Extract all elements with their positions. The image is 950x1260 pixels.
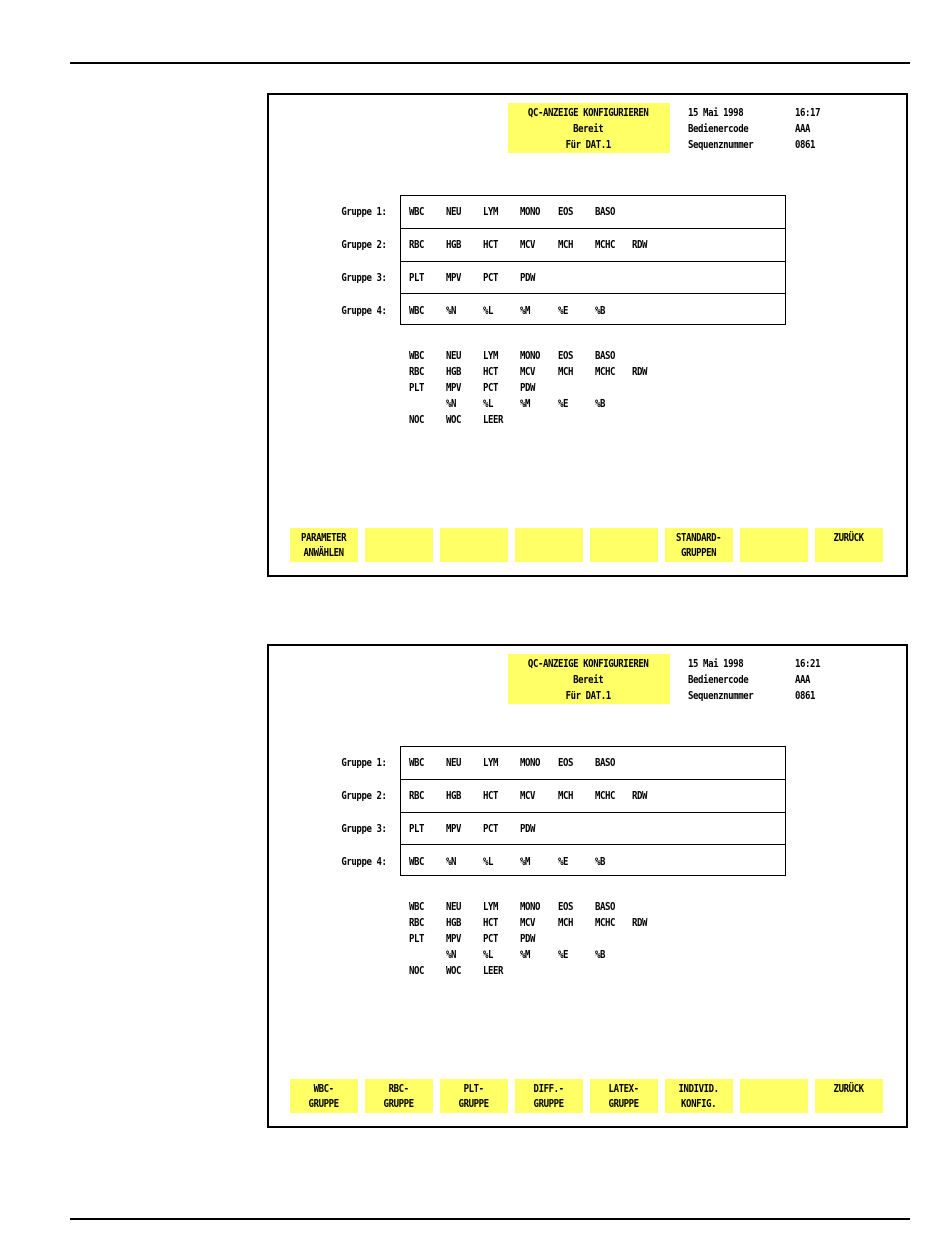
row-divider [401, 812, 785, 813]
group-2-param[interactable]: MCH [558, 238, 574, 251]
group-1-param[interactable]: MONO [520, 205, 541, 218]
function-key-2[interactable] [365, 528, 433, 562]
group-2-param[interactable]: RDW [632, 789, 648, 802]
param-option[interactable]: RDW [632, 916, 648, 929]
param-option[interactable]: %B [595, 948, 606, 961]
param-option[interactable]: %B [595, 397, 606, 410]
operator-label: Bedienercode [688, 122, 749, 135]
param-option[interactable]: LYM [483, 349, 499, 362]
function-key-2[interactable] [365, 1079, 433, 1113]
group-1-param[interactable]: NEU [446, 205, 462, 218]
group-1-param[interactable]: BASO [595, 756, 616, 769]
date-label: 15 Mai 1998 [688, 657, 744, 670]
title-line: QC-ANZEIGE KONFIGURIEREN [527, 657, 649, 670]
group-label-4[interactable]: Gruppe 4: [341, 304, 387, 317]
title-line: Bereit [573, 122, 604, 135]
group-4-param[interactable]: %L [483, 304, 494, 317]
function-key-label: STANDARD- GRUPPEN [676, 531, 722, 559]
title-line: Für DAT.1 [565, 138, 611, 151]
param-option[interactable]: %E [558, 397, 569, 410]
title-line: Für DAT.1 [565, 689, 611, 702]
group-2-param[interactable]: MCHC [595, 789, 616, 802]
group-3-param[interactable]: PDW [520, 271, 536, 284]
row-divider [401, 228, 785, 229]
group-2-param[interactable]: HCT [483, 238, 499, 251]
param-option[interactable]: BASO [595, 349, 616, 362]
param-option[interactable]: NEU [446, 349, 462, 362]
param-option[interactable]: PDW [520, 932, 536, 945]
param-option[interactable]: WBC [409, 349, 425, 362]
function-key-label: ZURÜCK [833, 531, 864, 544]
row-divider [401, 261, 785, 262]
group-2-param[interactable]: MCV [520, 789, 536, 802]
function-key-label: DIFF.- GRUPPE [533, 1082, 564, 1110]
bottom-rule [70, 1218, 910, 1220]
operator-label: Bedienercode [688, 673, 749, 686]
group-3-param[interactable]: PLT [409, 271, 425, 284]
group-1-param[interactable]: WBC [409, 756, 425, 769]
param-option[interactable]: %L [483, 397, 494, 410]
time-label: 16:17 [795, 106, 821, 119]
function-key-label: WBC- GRUPPE [308, 1082, 339, 1110]
operator-value: AAA [795, 122, 811, 135]
title-line: Bereit [573, 673, 604, 686]
function-key-label: LATEX- GRUPPE [608, 1082, 639, 1110]
param-option[interactable]: LEER [483, 413, 504, 426]
group-3-param[interactable]: MPV [446, 271, 462, 284]
param-option[interactable]: MCV [520, 365, 536, 378]
group-4-param[interactable]: %N [446, 304, 457, 317]
group-4-param[interactable]: %E [558, 855, 569, 868]
title-box [508, 654, 670, 704]
param-option[interactable]: BASO [595, 900, 616, 913]
group-4-param[interactable]: %B [595, 855, 606, 868]
param-option[interactable]: %M [520, 397, 531, 410]
function-key-8[interactable] [815, 528, 883, 562]
function-key-5[interactable] [590, 1079, 658, 1113]
param-option[interactable]: MPV [446, 381, 462, 394]
function-key-1[interactable] [290, 528, 358, 562]
sequence-label: Sequenznummer [688, 689, 754, 702]
group-2-param[interactable]: HGB [446, 238, 462, 251]
param-option[interactable]: HGB [446, 365, 462, 378]
group-label-3[interactable]: Gruppe 3: [341, 271, 387, 284]
param-option[interactable]: NOC [409, 413, 425, 426]
sequence-value: 0861 [795, 138, 816, 151]
function-key-6[interactable] [665, 528, 733, 562]
param-option[interactable]: PDW [520, 381, 536, 394]
group-label-2[interactable]: Gruppe 2: [341, 238, 387, 251]
param-option[interactable]: LYM [483, 900, 499, 913]
param-option[interactable]: PCT [483, 381, 499, 394]
function-key-label: RBC- GRUPPE [383, 1082, 414, 1110]
group-3-param[interactable]: PCT [483, 822, 499, 835]
function-key-6[interactable] [665, 1079, 733, 1113]
param-option[interactable]: MPV [446, 932, 462, 945]
group-3-param[interactable]: PCT [483, 271, 499, 284]
function-key-3[interactable] [440, 528, 508, 562]
time-label: 16:21 [795, 657, 821, 670]
group-4-param[interactable]: WBC [409, 855, 425, 868]
param-option[interactable]: HCT [483, 365, 499, 378]
group-1-param[interactable]: NEU [446, 756, 462, 769]
row-divider [401, 779, 785, 780]
group-1-param[interactable]: EOS [558, 205, 574, 218]
group-2-param[interactable]: MCHC [595, 238, 616, 251]
group-1-param[interactable]: LYM [483, 756, 499, 769]
param-option[interactable]: RDW [632, 365, 648, 378]
function-key-label: INDIVID. KONFIG. [678, 1082, 719, 1110]
group-3-param[interactable]: PDW [520, 822, 536, 835]
function-key-7[interactable] [740, 528, 808, 562]
function-key-5[interactable] [590, 528, 658, 562]
param-option[interactable]: %E [558, 948, 569, 961]
function-key-4[interactable] [515, 1079, 583, 1113]
param-option[interactable]: MCHC [595, 916, 616, 929]
top-rule [70, 62, 910, 64]
param-option[interactable]: MCH [558, 916, 574, 929]
param-option[interactable]: NOC [409, 964, 425, 977]
param-option[interactable]: PLT [409, 381, 425, 394]
group-4-param[interactable]: %E [558, 304, 569, 317]
group-1-param[interactable]: EOS [558, 756, 574, 769]
param-option[interactable]: MCV [520, 916, 536, 929]
group-2-param[interactable]: HGB [446, 789, 462, 802]
function-key-7[interactable] [740, 1079, 808, 1113]
screen-1 [267, 93, 908, 577]
group-4-param[interactable]: %N [446, 855, 457, 868]
group-label-4[interactable]: Gruppe 4: [341, 855, 387, 868]
row-divider [401, 293, 785, 294]
date-label: 15 Mai 1998 [688, 106, 744, 119]
param-option[interactable]: NEU [446, 900, 462, 913]
param-option[interactable]: %M [520, 948, 531, 961]
group-4-param[interactable]: %B [595, 304, 606, 317]
group-2-param[interactable]: RBC [409, 789, 425, 802]
group-label-1[interactable]: Gruppe 1: [341, 205, 387, 218]
param-option[interactable]: WOC [446, 413, 462, 426]
param-option[interactable]: WBC [409, 900, 425, 913]
param-option[interactable]: EOS [558, 900, 574, 913]
title-box [508, 103, 670, 153]
function-key-4[interactable] [515, 528, 583, 562]
group-label-2[interactable]: Gruppe 2: [341, 789, 387, 802]
group-2-param[interactable]: MCV [520, 238, 536, 251]
group-label-3[interactable]: Gruppe 3: [341, 822, 387, 835]
function-key-1[interactable] [290, 1079, 358, 1113]
sequence-label: Sequenznummer [688, 138, 754, 151]
group-3-param[interactable]: MPV [446, 822, 462, 835]
group-2-param[interactable]: MCH [558, 789, 574, 802]
param-option[interactable]: RBC [409, 916, 425, 929]
param-option[interactable]: %N [446, 397, 457, 410]
param-option[interactable]: LEER [483, 964, 504, 977]
group-2-param[interactable]: HCT [483, 789, 499, 802]
group-1-param[interactable]: MONO [520, 756, 541, 769]
param-option[interactable]: EOS [558, 349, 574, 362]
function-key-label: PLT- GRUPPE [458, 1082, 489, 1110]
group-4-param[interactable]: %L [483, 855, 494, 868]
operator-value: AAA [795, 673, 811, 686]
sequence-value: 0861 [795, 689, 816, 702]
group-2-param[interactable]: RDW [632, 238, 648, 251]
group-4-param[interactable]: WBC [409, 304, 425, 317]
group-1-param[interactable]: BASO [595, 205, 616, 218]
group-4-param[interactable]: %M [520, 855, 531, 868]
param-option[interactable]: WOC [446, 964, 462, 977]
param-option[interactable]: PLT [409, 932, 425, 945]
param-option[interactable]: MCHC [595, 365, 616, 378]
group-1-param[interactable]: WBC [409, 205, 425, 218]
group-label-1[interactable]: Gruppe 1: [341, 756, 387, 769]
function-key-8[interactable] [815, 1079, 883, 1113]
param-option[interactable]: %L [483, 948, 494, 961]
param-option[interactable]: MONO [520, 900, 541, 913]
param-option[interactable]: PCT [483, 932, 499, 945]
function-key-label: PARAMETER ANWÄHLEN [301, 531, 347, 559]
param-option[interactable]: MCH [558, 365, 574, 378]
param-option[interactable]: RBC [409, 365, 425, 378]
title-line: QC-ANZEIGE KONFIGURIEREN [527, 106, 649, 119]
param-option[interactable]: HCT [483, 916, 499, 929]
row-divider [401, 844, 785, 845]
param-option[interactable]: MONO [520, 349, 541, 362]
function-key-label: ZURÜCK [833, 1082, 864, 1095]
param-option[interactable]: %N [446, 948, 457, 961]
function-key-3[interactable] [440, 1079, 508, 1113]
param-option[interactable]: HGB [446, 916, 462, 929]
group-1-param[interactable]: LYM [483, 205, 499, 218]
group-3-param[interactable]: PLT [409, 822, 425, 835]
screen-2 [267, 644, 908, 1128]
group-4-param[interactable]: %M [520, 304, 531, 317]
group-2-param[interactable]: RBC [409, 238, 425, 251]
